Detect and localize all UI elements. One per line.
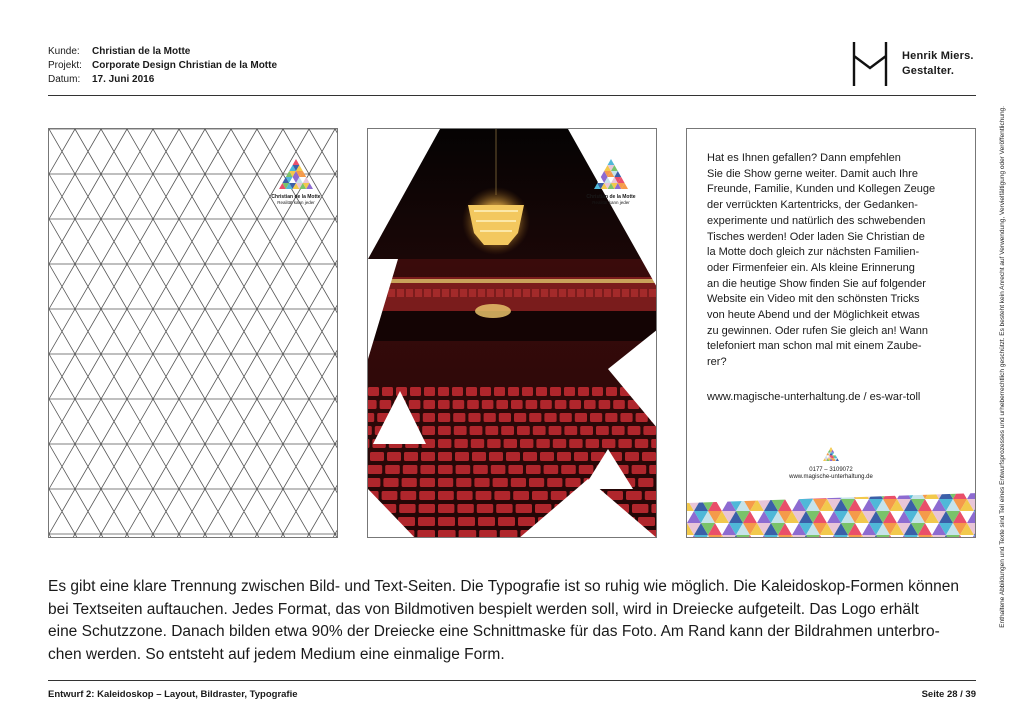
caption-line: eine Schutzzone. Danach bilden etwa 90% der Dreiecke eine Schnittmaske für das Foto. Am Rand kann der Bildrahmen unterbro- bbox=[48, 623, 940, 640]
footer-rule bbox=[48, 680, 976, 681]
meta-value: Christian de la Motte bbox=[92, 46, 191, 57]
hm-logo-icon bbox=[852, 42, 888, 86]
stall-seat bbox=[494, 491, 510, 500]
balcony-seat bbox=[541, 289, 548, 297]
band-facet bbox=[862, 535, 876, 537]
stall-seat bbox=[606, 387, 617, 396]
balcony-seat bbox=[415, 289, 422, 297]
stall-seat bbox=[643, 426, 656, 435]
stall-seat bbox=[471, 439, 484, 448]
balcony-seat bbox=[451, 289, 458, 297]
stall-seat bbox=[496, 504, 512, 513]
stall-seat bbox=[501, 426, 514, 435]
stall-seat bbox=[628, 426, 641, 435]
meta-label: Kunde: bbox=[48, 46, 80, 57]
stall-seat bbox=[473, 465, 488, 474]
stall-seat bbox=[651, 439, 657, 448]
stall-seat bbox=[368, 400, 377, 409]
balcony-seat bbox=[388, 289, 395, 297]
balcony-seat bbox=[487, 289, 494, 297]
stall-seat bbox=[454, 426, 467, 435]
stall-seat bbox=[529, 478, 544, 487]
stall-seat bbox=[526, 465, 541, 474]
stall-seat bbox=[517, 426, 530, 435]
stall-seat bbox=[493, 478, 508, 487]
stall-seat bbox=[457, 491, 473, 500]
contact-block bbox=[687, 447, 975, 482]
balcony-seat bbox=[595, 289, 602, 297]
stall-seat bbox=[368, 478, 380, 487]
stall-seat bbox=[456, 465, 471, 474]
stall-seat bbox=[368, 439, 369, 448]
balcony-seat bbox=[586, 289, 593, 297]
stall-seat bbox=[520, 439, 533, 448]
logo-facet bbox=[293, 159, 300, 165]
band-facet bbox=[918, 535, 932, 537]
kaleidoscope-logo-icon bbox=[594, 159, 628, 189]
stall-seat bbox=[632, 465, 647, 474]
copy-line: oder Firmenfeier ein. Als kleine Erinnerung bbox=[707, 261, 915, 274]
balcony-seat bbox=[568, 289, 575, 297]
copy-line: der verrückten Kartentricks, der Gedanken- bbox=[707, 199, 918, 212]
meta-row bbox=[48, 73, 277, 87]
stall-seat bbox=[459, 530, 477, 538]
band-facet bbox=[750, 535, 764, 537]
balcony-seat bbox=[631, 289, 638, 297]
caption-line: Es gibt eine klare Trennung zwischen Bild- und Text-Seiten. Die Typografie ist so ruhig wie möglich. Die Kaleidoskop-Formen können bbox=[48, 578, 959, 595]
stall-seat bbox=[438, 465, 453, 474]
stall-seat bbox=[478, 517, 495, 526]
stall-seat bbox=[504, 439, 517, 448]
balcony-shadow bbox=[368, 311, 657, 341]
stall-seat bbox=[511, 400, 523, 409]
stall-seat bbox=[506, 452, 520, 461]
stall-seat bbox=[474, 478, 489, 487]
kaleidoscope-logo-icon bbox=[279, 159, 313, 189]
band-facet bbox=[932, 535, 946, 537]
stall-seat bbox=[470, 426, 483, 435]
stall-seat bbox=[649, 465, 657, 474]
stall-seat bbox=[420, 465, 435, 474]
copy-line: Freunde, Familie, Kunden und Kollegen Zeuge bbox=[707, 183, 936, 196]
stall-seat bbox=[438, 491, 454, 500]
brand bbox=[852, 42, 974, 86]
stall-seat bbox=[438, 530, 456, 538]
stall-seat bbox=[491, 465, 506, 474]
meta-value: Corporate Design Christian de la Motte bbox=[92, 60, 278, 71]
band-facet bbox=[904, 535, 918, 537]
band-facet bbox=[806, 535, 820, 537]
stall-seat bbox=[456, 478, 471, 487]
band-facet bbox=[778, 535, 792, 537]
stall-seat bbox=[438, 439, 451, 448]
stall-seat bbox=[438, 426, 451, 435]
meta-label: Datum: bbox=[48, 74, 81, 85]
stall-seat bbox=[419, 504, 435, 513]
balcony-seat bbox=[640, 289, 647, 297]
stall-seat bbox=[423, 400, 435, 409]
footer-title: Entwurf 2: Kaleidoskop – Layout, Bildraster, Typografie bbox=[48, 689, 298, 700]
stall-seat bbox=[438, 517, 455, 526]
stall-seat bbox=[455, 452, 469, 461]
copy-line: Tisches werden! Oder laden Sie Christian de bbox=[707, 230, 925, 243]
meta-row bbox=[48, 59, 277, 73]
stall-seat bbox=[418, 517, 435, 526]
stall-seat bbox=[400, 491, 416, 500]
stall-seat bbox=[508, 387, 519, 396]
stall-seat bbox=[424, 387, 435, 396]
caption bbox=[48, 576, 978, 666]
meta-label: Projekt: bbox=[48, 60, 82, 71]
stall-seat bbox=[547, 478, 562, 487]
logo-tagline: Realität kann jeder bbox=[277, 200, 315, 205]
stall-seat bbox=[575, 413, 587, 422]
band-facet bbox=[792, 535, 806, 537]
stall-seat bbox=[438, 413, 450, 422]
stall-seat bbox=[404, 452, 418, 461]
logo-name: Christian de la Motte bbox=[586, 194, 636, 200]
stall-seat bbox=[485, 426, 498, 435]
stall-seat bbox=[569, 439, 582, 448]
stall-seat bbox=[613, 400, 625, 409]
band-facet bbox=[708, 535, 722, 537]
stall-seat bbox=[382, 387, 393, 396]
balcony-seat bbox=[505, 289, 512, 297]
stall-seat bbox=[561, 465, 576, 474]
stall-seat bbox=[518, 517, 535, 526]
copy-line: telefoniert man schon mal mit einem Zaube- bbox=[707, 340, 922, 353]
stall-seat bbox=[536, 387, 547, 396]
stall-seat bbox=[620, 413, 632, 422]
stall-seat bbox=[466, 387, 477, 396]
stall-seat bbox=[382, 491, 398, 500]
stall-seat bbox=[592, 387, 603, 396]
stall-seat bbox=[438, 504, 454, 513]
stall-seat bbox=[487, 439, 500, 448]
page-url: www.magische-unterhaltung.de / es-war-toll bbox=[707, 391, 921, 403]
stall-seat bbox=[409, 400, 421, 409]
stall-seat bbox=[370, 452, 384, 461]
logo-facet bbox=[608, 159, 615, 165]
stall-seat bbox=[480, 387, 491, 396]
caption-line: bei Textseiten auftauchen. Jedes Format, das von Bildmotiven bespielt werden soll, wird in Dreiecke aufgeteilt. Das Logo erhält bbox=[48, 600, 919, 618]
balcony-seat bbox=[577, 289, 584, 297]
stall-seat bbox=[454, 439, 467, 448]
stall-seat bbox=[645, 491, 657, 500]
copyright-note: Enthaltene Abbildungen und Texte sind Teil eines Entwurfsprozesses und urheberrechtlich geschützt. Es besteht kein Anrecht auf Verwendung, Vervielfältigung oder Veröffentlichung. bbox=[999, 106, 1006, 628]
stall-seat bbox=[511, 478, 526, 487]
header-rule bbox=[48, 95, 976, 96]
stall-seat bbox=[612, 426, 625, 435]
balcony-seat bbox=[478, 289, 485, 297]
stall-seat bbox=[516, 504, 532, 513]
stall-seat bbox=[423, 413, 435, 422]
meta-value: 17. Juni 2016 bbox=[92, 74, 155, 85]
balcony-seat bbox=[523, 289, 530, 297]
stall-seat bbox=[383, 478, 398, 487]
balcony-seat bbox=[604, 289, 611, 297]
stall-seat bbox=[540, 452, 554, 461]
stall-seat bbox=[399, 504, 415, 513]
stall-seat bbox=[482, 400, 494, 409]
stall-seat bbox=[618, 439, 631, 448]
stall-seat bbox=[368, 426, 372, 435]
stall-seat bbox=[605, 413, 617, 422]
stall-seat bbox=[651, 504, 657, 513]
stall-seat bbox=[626, 491, 642, 500]
stall-seat bbox=[532, 491, 548, 500]
balcony-seat bbox=[406, 289, 413, 297]
balcony-rail bbox=[368, 279, 657, 283]
stall-seat bbox=[499, 413, 511, 422]
copy-line: la Motte doch gleich zur nächsten Familien- bbox=[707, 246, 920, 259]
copy-line: Sie die Show gerne weiter. Damit auch Ihre bbox=[707, 167, 918, 180]
stall-seat bbox=[638, 478, 653, 487]
balcony-seat bbox=[424, 289, 431, 297]
band-facet bbox=[820, 535, 834, 537]
stall-seat bbox=[453, 400, 465, 409]
balcony-seat bbox=[550, 289, 557, 297]
stall-seat bbox=[403, 465, 418, 474]
panel-photo bbox=[367, 128, 657, 538]
logo bbox=[263, 159, 329, 205]
panel-grid bbox=[48, 128, 338, 538]
stall-seat bbox=[642, 452, 656, 461]
logo bbox=[578, 159, 644, 205]
band-facet bbox=[694, 535, 708, 537]
stall-seat bbox=[513, 491, 529, 500]
balcony-seat bbox=[460, 289, 467, 297]
stall-seat bbox=[500, 530, 518, 538]
stall-seat bbox=[625, 452, 639, 461]
stall-seat bbox=[526, 400, 538, 409]
balcony-seat bbox=[433, 289, 440, 297]
stall-seat bbox=[402, 478, 417, 487]
stall-seat bbox=[494, 387, 505, 396]
stall-seat bbox=[579, 465, 594, 474]
stall-seat bbox=[422, 426, 435, 435]
stall-seat bbox=[477, 504, 493, 513]
stall-seat bbox=[574, 452, 588, 461]
balcony-seat bbox=[442, 289, 449, 297]
stall-seat bbox=[368, 387, 379, 396]
stall-seat bbox=[522, 387, 533, 396]
stall-seat bbox=[458, 517, 475, 526]
stall-seat bbox=[476, 491, 492, 500]
meta-row bbox=[48, 45, 277, 59]
website: www.magische-unterhaltung.de bbox=[789, 474, 873, 480]
logo-facet bbox=[829, 447, 832, 450]
stall-seat bbox=[421, 452, 435, 461]
band-facet bbox=[687, 535, 694, 537]
band-facet bbox=[848, 535, 862, 537]
balcony-seat bbox=[649, 289, 656, 297]
stall-seat bbox=[514, 413, 526, 422]
stall-seat bbox=[590, 413, 602, 422]
band-facet bbox=[736, 535, 750, 537]
logo-name: Christian de la Motte bbox=[271, 194, 321, 200]
balcony-seat bbox=[559, 289, 566, 297]
stall-seat bbox=[472, 452, 486, 461]
stall-seat bbox=[656, 478, 657, 487]
brand-name: Henrik Miers. bbox=[902, 50, 974, 62]
stall-seat bbox=[368, 413, 374, 422]
stall-seat bbox=[544, 465, 559, 474]
stall-seat bbox=[557, 452, 571, 461]
caption-line: chen werden. So entsteht auf jedem Medium eine einmalige Form. bbox=[48, 645, 505, 663]
stall-seat bbox=[479, 530, 497, 538]
copy-line: Hat es Ihnen gefallen? Dann empfehlen bbox=[707, 152, 901, 164]
kaleidoscope-logo-icon bbox=[823, 447, 839, 461]
band-facet bbox=[834, 535, 848, 537]
stall-seat bbox=[569, 400, 581, 409]
stall-seat bbox=[438, 400, 450, 409]
band-facet bbox=[876, 535, 890, 537]
band-facet bbox=[764, 535, 778, 537]
stall-seat bbox=[523, 452, 537, 461]
stall-seat bbox=[468, 413, 480, 422]
stall-seat bbox=[467, 400, 479, 409]
panel-text bbox=[686, 128, 976, 538]
stall-seat bbox=[457, 504, 473, 513]
stall-seat bbox=[385, 465, 400, 474]
stall-seat bbox=[438, 478, 453, 487]
band-facet bbox=[890, 535, 904, 537]
phone-number: 0177 – 3109072 bbox=[809, 466, 853, 473]
stall-seat bbox=[438, 387, 449, 396]
balcony-seat bbox=[496, 289, 503, 297]
band-facet bbox=[946, 535, 960, 537]
stall-seat bbox=[484, 413, 496, 422]
body-copy bbox=[707, 151, 959, 371]
copy-line: experimente und natürlich des schwebenden bbox=[707, 214, 926, 227]
stall-seat bbox=[368, 465, 382, 474]
stall-seat bbox=[580, 426, 593, 435]
balcony-seat bbox=[613, 289, 620, 297]
stall-seat bbox=[553, 439, 566, 448]
band-facet bbox=[960, 535, 974, 537]
stall-seat bbox=[632, 504, 648, 513]
copy-line: rer? bbox=[707, 356, 727, 369]
stall-seat bbox=[438, 452, 452, 461]
stall-seat bbox=[596, 426, 609, 435]
stage-light bbox=[475, 304, 511, 318]
stall-seat bbox=[508, 465, 523, 474]
stall-seat bbox=[584, 400, 596, 409]
copy-line: zu gewinnen. Oder rufen Sie gleich an! Wann bbox=[707, 324, 928, 337]
stall-seat bbox=[498, 517, 515, 526]
stall-seat bbox=[387, 452, 401, 461]
stall-seat bbox=[417, 530, 435, 538]
balcony-seat bbox=[532, 289, 539, 297]
kaleidoscope-band bbox=[687, 487, 976, 537]
page-number: Seite 28 / 39 bbox=[921, 689, 976, 700]
stall-seat bbox=[565, 478, 580, 487]
stall-seat bbox=[420, 478, 435, 487]
brand-subtitle: Gestalter. bbox=[902, 65, 955, 77]
stall-seat bbox=[496, 400, 508, 409]
copy-line: an die heutige Show finden Sie auf folgender bbox=[707, 277, 926, 290]
balcony-seat bbox=[469, 289, 476, 297]
copy-line: von heute Abend und der Möglichkeit etwas bbox=[707, 309, 920, 322]
balcony-seat bbox=[622, 289, 629, 297]
stall-seat bbox=[578, 387, 589, 396]
stall-seat bbox=[535, 504, 551, 513]
project-meta bbox=[48, 45, 277, 87]
band-facet bbox=[722, 535, 736, 537]
stall-seat bbox=[602, 439, 615, 448]
balcony-seat bbox=[397, 289, 404, 297]
stall-seat bbox=[599, 400, 611, 409]
stall-seat bbox=[419, 491, 435, 500]
copy-line: Website ein Video mit den schönsten Tricks bbox=[707, 293, 920, 306]
stall-seat bbox=[635, 439, 648, 448]
stall-seat bbox=[452, 387, 463, 396]
stall-seat bbox=[586, 439, 599, 448]
stall-seat bbox=[410, 387, 421, 396]
stall-seat bbox=[551, 491, 567, 500]
logo-tagline: Realität kann jeder bbox=[592, 200, 630, 205]
stall-seat bbox=[380, 400, 392, 409]
stall-seat bbox=[489, 452, 503, 461]
stall-seat bbox=[536, 439, 549, 448]
stall-seat bbox=[453, 413, 465, 422]
balcony-seat bbox=[514, 289, 521, 297]
stall-seat bbox=[564, 387, 575, 396]
